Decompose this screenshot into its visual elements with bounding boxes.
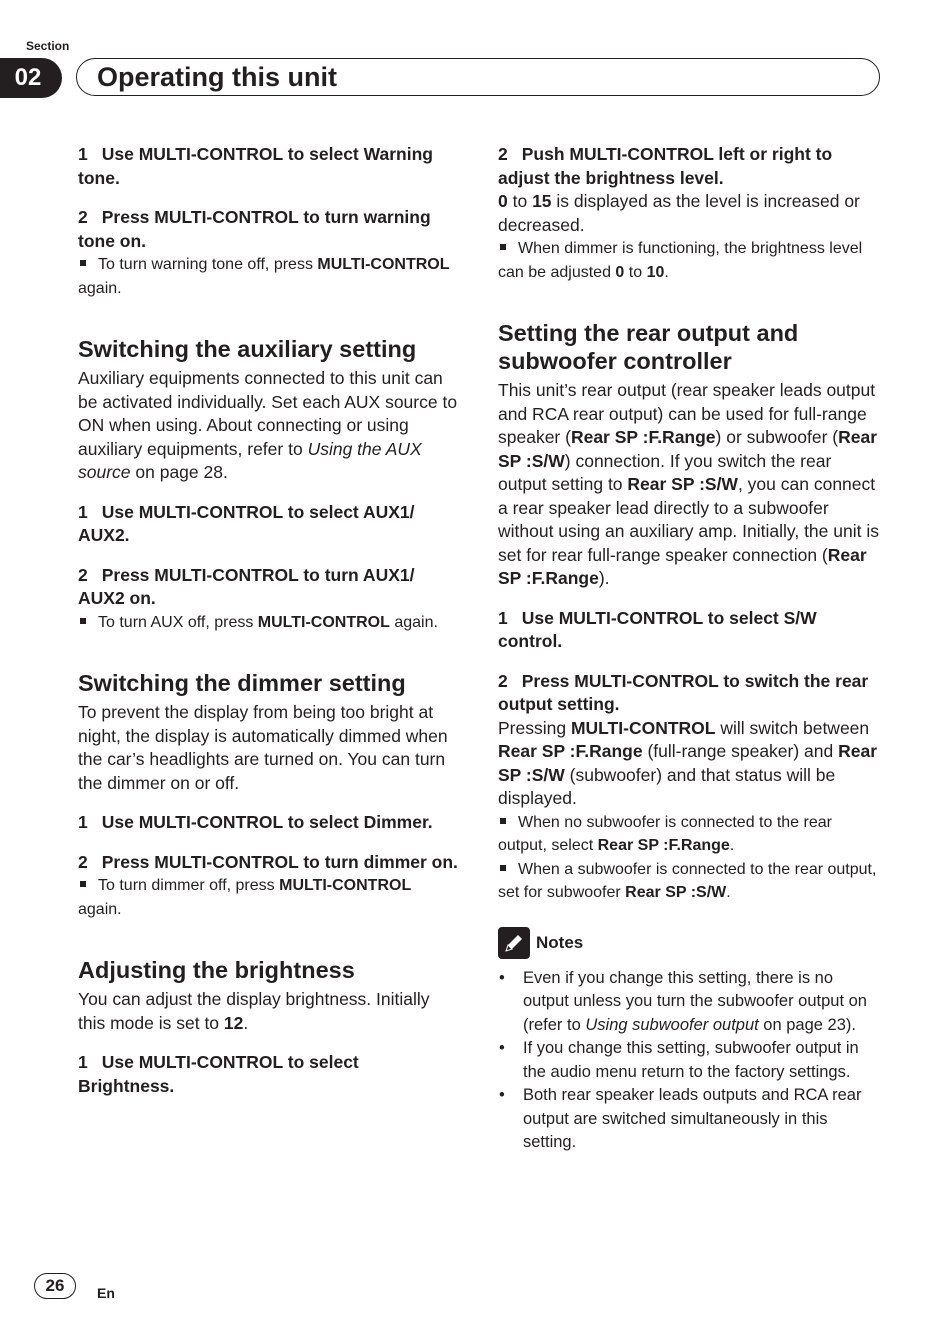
square-bullet-icon (80, 881, 86, 887)
brightness-range-text (498, 190, 883, 237)
warning-step-1 (78, 143, 458, 190)
brightness-step-1 (78, 1051, 458, 1098)
aux-step-2 (78, 564, 458, 611)
brightness-bullet (498, 237, 883, 284)
aux-body (78, 367, 458, 485)
rear-output-heading: Setting the rear output and subwoofer controller (498, 320, 799, 374)
aux-step-1 (78, 501, 458, 548)
aux-heading: Switching the auxiliary setting (78, 336, 417, 362)
brightness-heading: Adjusting the brightness (78, 957, 355, 983)
rear-bullet-2 (498, 858, 883, 905)
dimmer-heading: Switching the dimmer setting (78, 670, 406, 696)
note-text: on page 23). (758, 1015, 856, 1034)
step-number: 2 (78, 207, 88, 227)
notes-list (498, 967, 883, 1155)
body-text: Pressing (498, 717, 571, 738)
body-bold: 15 (532, 191, 552, 211)
body-bold: Rear SP :S/W (627, 474, 738, 494)
pencil-icon (498, 927, 530, 959)
bullet-text: To turn warning tone off, press (98, 256, 318, 273)
step-number: 2 (498, 670, 508, 691)
body-text: on page 28. (130, 462, 228, 482)
step-number: 2 (78, 851, 88, 872)
bullet-text: . (726, 884, 731, 901)
step-number: 1 (78, 501, 88, 522)
dimmer-step-2 (78, 851, 458, 875)
bullet-text: When a subwoofer is connected to the rear output, set for subwoofer (498, 860, 877, 901)
body-text: will switch between (715, 717, 870, 738)
rear-step-2 (498, 670, 883, 717)
dimmer-step-1 (78, 811, 458, 835)
page-number: 26 (34, 1273, 76, 1299)
aux-bullet (78, 611, 458, 635)
pressing-text (498, 717, 883, 811)
step-text: Press MULTI-CONTROL to turn warning tone on. (78, 207, 431, 251)
step-text: Press MULTI-CONTROL to turn AUX1/ AUX2 on. (78, 564, 415, 608)
section-label: Section (26, 39, 70, 53)
bullet-text: When dimmer is functioning, the brightness level can be adjusted (498, 240, 863, 281)
bullet-bold: Rear SP :S/W (625, 884, 727, 901)
step-number: 1 (78, 812, 88, 832)
bullet-text: To turn AUX off, press (98, 613, 258, 631)
brightness-body (78, 988, 458, 1035)
step-text: Press MULTI-CONTROL to switch the rear output setting. (498, 670, 869, 714)
body-text: is displayed as the level is increased or decreased. (498, 191, 860, 235)
body-bold: Rear SP :F.Range (570, 427, 716, 447)
note-italic: Using subwoofer output (585, 1015, 759, 1034)
body-text: This unit’s rear output (rear speaker leads output and RCA rear output) can be used for full-range speaker ( (498, 380, 876, 447)
square-bullet-icon (500, 865, 506, 871)
bullet-bold: MULTI-CONTROL (257, 613, 390, 631)
notes-header (498, 927, 883, 959)
section-number: 02 (0, 58, 62, 98)
body-text: ) or subwoofer ( (715, 427, 839, 447)
dimmer-body: To prevent the display from being too bright at night, the display is automatically dimmed when the car’s headlights are turned on. You can turn the dimmer on or off. (78, 702, 448, 793)
note-text: Even if you change this setting, there is no output unless you turn the subwoofer output on (refer to (523, 968, 867, 1034)
step-number: 1 (78, 1052, 88, 1072)
step-number: 1 (78, 144, 88, 164)
bullet-text: again. (78, 900, 122, 918)
step-text: Press MULTI-CONTROL to turn dimmer on. (101, 851, 458, 872)
step-text: Use MULTI-CONTROL to select Brightness. (78, 1052, 359, 1096)
bullet-text: To turn dimmer off, press (98, 877, 280, 894)
step-text: Push MULTI-CONTROL left or right to adjust the brightness level. (498, 144, 833, 188)
bullet-bold: MULTI-CONTROL (279, 877, 412, 894)
body-text: You can adjust the display brightness. Initially this mode is set to (78, 989, 430, 1033)
warning-step-2 (78, 206, 458, 253)
bullet-text: again. (78, 279, 122, 297)
dimmer-bullet (78, 874, 458, 921)
rear-bullet-1 (498, 811, 883, 858)
language-label: En (97, 1285, 115, 1301)
bullet-text: again. (389, 613, 438, 631)
note-item: • If you change this setting, subwoofer output in the audio menu return to the factory settings. (498, 1037, 883, 1084)
body-bold: 12 (223, 1012, 244, 1033)
body-text: ). (598, 568, 610, 588)
step-text: Use MULTI-CONTROL to select Dimmer. (101, 812, 433, 832)
body-bold: MULTI-CONTROL (570, 717, 716, 738)
body-text: (full-range speaker) and (642, 741, 839, 761)
bullet-bold: Rear SP :F.Range (597, 837, 730, 854)
body-bold: Rear SP :S/W (498, 741, 878, 785)
bullet-bold: 10 (646, 263, 665, 281)
bullet-text: . (729, 837, 735, 854)
body-text: , you can connect a rear speaker lead directly to a subwoofer without using an auxiliary amp. Initially, the unit is set for rear full-range speaker connection ( (498, 474, 879, 565)
body-bold: Rear SP :S/W (498, 427, 878, 471)
step-number: 1 (498, 607, 508, 628)
step-number: 2 (78, 564, 88, 585)
body-text: . (243, 1012, 249, 1033)
square-bullet-icon (80, 260, 86, 266)
warning-bullet (78, 253, 458, 300)
body-italic: Using the AUX source (78, 438, 422, 482)
step-text: Use MULTI-CONTROL to select AUX1/ AUX2. (78, 501, 415, 545)
step-text: Use MULTI-CONTROL to select Warning tone. (78, 144, 433, 188)
bullet-text: When no subwoofer is connected to the rear output, select (498, 813, 832, 854)
square-bullet-icon (500, 818, 506, 824)
bullet-text: to (624, 263, 647, 281)
right-column (498, 143, 883, 1155)
rear-output-body (498, 379, 883, 591)
body-bold: 0 (498, 191, 508, 211)
body-bold: Rear SP :F.Range (498, 544, 867, 588)
body-text: ) connection. If you switch the rear output setting to (498, 450, 832, 494)
left-column (78, 143, 458, 1098)
square-bullet-icon (80, 618, 86, 624)
body-bold: Rear SP :F.Range (498, 741, 643, 761)
note-item (498, 967, 883, 1038)
rear-step-1 (498, 607, 883, 654)
body-text: to (507, 191, 533, 211)
bullet-bold: MULTI-CONTROL (317, 256, 450, 273)
notes-title: Notes (536, 932, 584, 952)
bullet-bold: 0 (615, 263, 625, 281)
brightness-step-2 (498, 143, 883, 190)
page-title: Operating this unit (76, 58, 880, 96)
body-text: (subwoofer) and that status will be displayed. (498, 764, 836, 808)
step-number: 2 (498, 144, 508, 164)
square-bullet-icon (500, 244, 506, 250)
step-text: Use MULTI-CONTROL to select S/W control. (498, 607, 817, 651)
note-item: • Both rear speaker leads outputs and RCA rear output are switched simultaneously in this setting. (498, 1084, 883, 1155)
bullet-text: . (664, 263, 669, 281)
body-text: Auxiliary equipments connected to this unit can be activated individually. Set each AUX source to ON when using. About connecting or using auxiliary equipments, refer to (78, 368, 458, 459)
